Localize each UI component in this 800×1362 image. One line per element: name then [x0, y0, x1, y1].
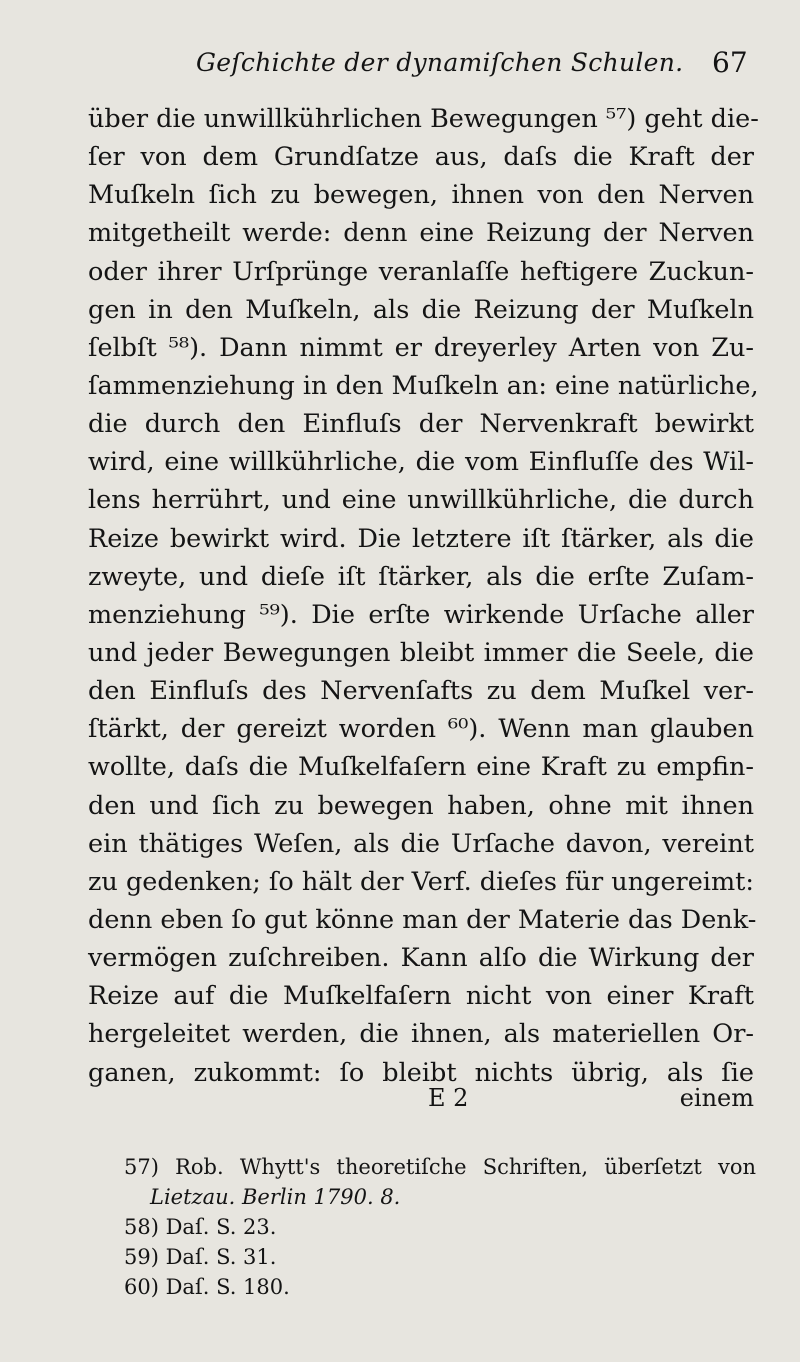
text-line: wollte, daſs die Muſkelfaſern eine Kraft zu empfin- [88, 752, 754, 783]
text-line: menziehung ⁵⁹). Die erſte wirkende Urſache aller [88, 599, 754, 630]
text-line: mitgetheilt werde: denn eine Reizung der Nerven [88, 218, 754, 249]
signature-mark: E 2 [428, 1084, 469, 1112]
text-line: den Einfluſs des Nervenſafts zu dem Muſkel ver- [88, 676, 754, 707]
text-line: über die unwillkührlichen Bewegungen ⁵⁷) geht die- [88, 104, 759, 134]
footnote: 58) Daſ. S. 23. [124, 1215, 277, 1239]
text-line: den und ſich zu bewegen haben, ohne mit ihnen [88, 790, 754, 821]
text-line: ſammenziehung in den Muſkeln an: eine natürliche, [88, 370, 759, 401]
text-line: lens herrührt, und eine unwillkührliche, die durch [88, 485, 754, 516]
text-line: zu gedenken; ſo hält der Verf. dieſes für ungereimt: [88, 866, 754, 897]
text-line: wird, eine willkührliche, die vom Einfluſſe des Wil- [88, 447, 754, 478]
text-line: denn eben ſo gut könne man der Materie das Denk- [88, 904, 757, 935]
footnote-continuation: Lietzau. Berlin 1790. 8. [150, 1185, 401, 1209]
running-title: Geſchichte der dynamiſchen Schulen. [196, 48, 684, 77]
text-line: Muſkeln ſich zu bewegen, ihnen von den Nerven [88, 180, 754, 211]
text-line: ſtärkt, der gereizt worden ⁶⁰). Wenn man glauben [88, 714, 754, 745]
signature-row [88, 1084, 754, 1114]
page-number: 67 [712, 46, 748, 79]
running-head [0, 44, 800, 84]
catchword: einem [679, 1084, 754, 1112]
text-line: hergeleitet werden, die ihnen, als materiellen Or- [88, 1019, 754, 1050]
text-line: ein thätiges Weſen, als die Urſache davon, vereint [88, 828, 754, 859]
footnote: 59) Daſ. S. 31. [124, 1245, 277, 1269]
text-line: vermögen zuſchreiben. Kann alſo die Wirkung der [88, 943, 754, 974]
footnotes [124, 1152, 756, 1302]
text-line: oder ihrer Urſprünge veranlaſſe heftigere Zuckun- [88, 256, 754, 287]
text-line: gen in den Muſkeln, als die Reizung der Muſkeln [88, 294, 754, 325]
text-line: ſelbſt ⁵⁸). Dann nimmt er dreyerley Arten von Zu- [88, 332, 754, 363]
text-line: zweyte, und dieſe iſt ſtärker, als die erſte Zuſam- [88, 561, 754, 592]
footnote: 60) Daſ. S. 180. [124, 1275, 290, 1299]
text-line: die durch den Einfluſs der Nervenkraft bewirkt [88, 409, 754, 440]
text-line: Reize bewirkt wird. Die letztere iſt ſtärker, als die [88, 523, 754, 554]
main-text [88, 100, 759, 1092]
text-line: ganen, zukommt: ſo bleibt nichts übrig, als ſie [88, 1057, 754, 1088]
text-line: ſer von dem Grundſatze aus, daſs die Kraft der [88, 142, 754, 173]
footnote: 57) Rob. Whytt's theoretiſche Schriften, überſetzt von [124, 1155, 756, 1179]
text-line: und jeder Bewegungen bleibt immer die Seele, die [88, 637, 754, 668]
text-line: Reize auf die Muſkelfaſern nicht von einer Kraft [88, 981, 754, 1012]
